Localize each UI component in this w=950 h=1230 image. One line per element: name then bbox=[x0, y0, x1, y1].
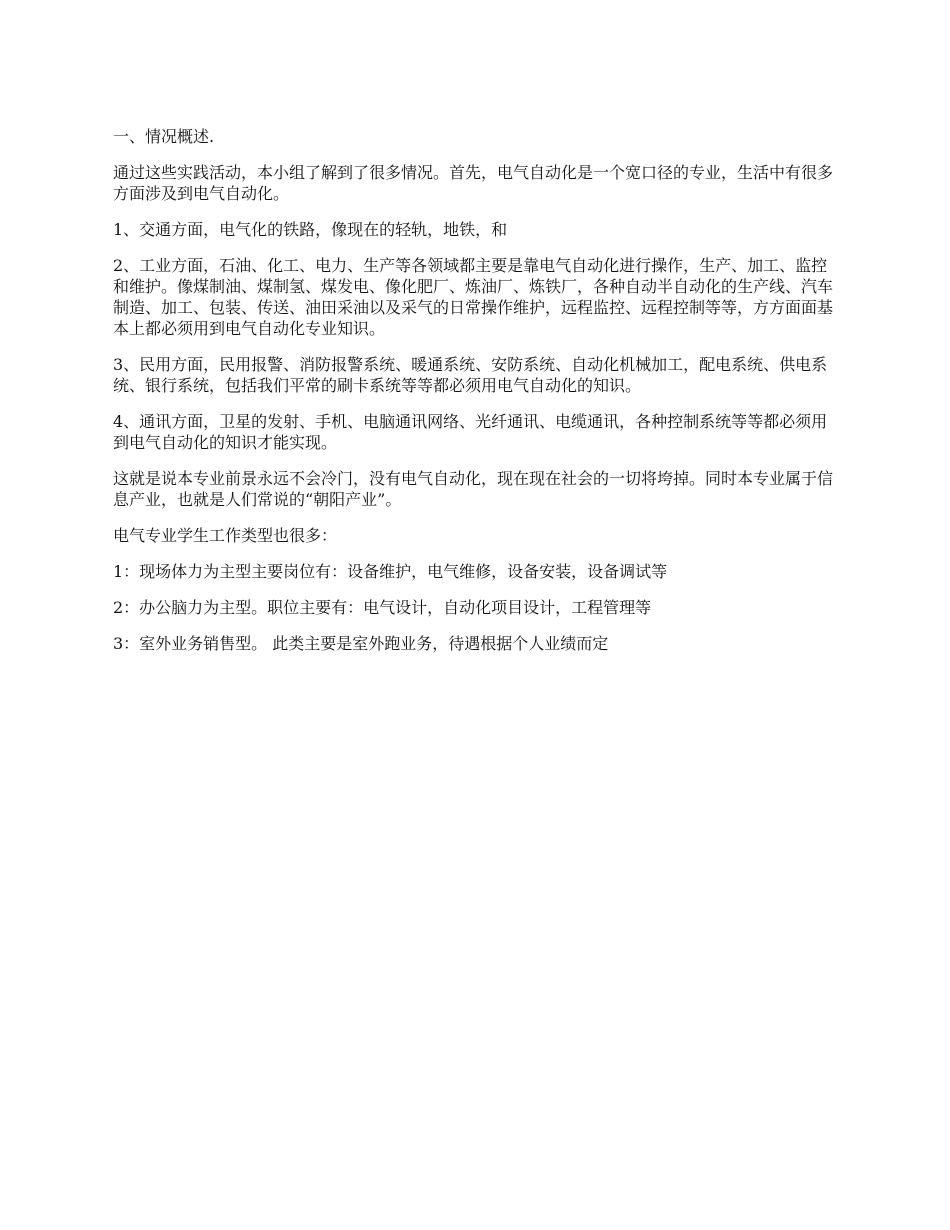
paragraph-job-types-intro: 电气专业学生工作类型也很多： bbox=[113, 526, 338, 545]
paragraph-job-type-1: 1：现场体力为主型主要岗位有：设备维护，电气维修，设备安装，设备调试等 bbox=[113, 562, 668, 581]
section-heading: 一、情况概述. bbox=[113, 127, 215, 146]
paragraph-job-type-3: 3：室外业务销售型。 此类主要是室外跑业务，待遇根据个人业绩而定 bbox=[113, 634, 609, 653]
paragraph-overview: 通过这些实践活动，本小组了解到了很多情况。首先，电气自动化是一个宽口径的专业，生活中有很多方面涉及到电气自动化。 bbox=[113, 163, 834, 203]
paragraph-job-type-2: 2：办公脑力为主型。职位主要有：电气设计，自动化项目设计，工程管理等 bbox=[113, 598, 652, 617]
paragraph-prospects: 这就是说本专业前景永远不会冷门，没有电气自动化，现在现在社会的一切将垮掉。同时本专业属于信息产业，也就是人们常说的“朝阳产业”。 bbox=[113, 469, 834, 509]
paragraph-civil: 3、民用方面，民用报警、消防报警系统、暖通系统、安防系统、自动化机械加工，配电系统、供电系统、银行系统，包括我们平常的刷卡系统等等都必须用电气自动化的知识。 bbox=[113, 355, 828, 395]
paragraph-communication: 4、通讯方面，卫星的发射、手机、电脑通讯网络、光纤通讯、电缆通讯，各种控制系统等等都必须用到电气自动化的知识才能实现。 bbox=[113, 412, 828, 452]
paragraph-industry: 2、工业方面，石油、化工、电力、生产等各领域都主要是靠电气自动化进行操作，生产、加工、监控和维护。像煤制油、煤制氢、煤发电、像化肥厂、炼油厂、炼铁厂，各种自动半自动化的生产线、汽车制造、加工、包装、传送、油田采油以及采气的日常操作维护，远程监控、远程控制等等，方方面面基本上都必须用到电气自动化专业知识。 bbox=[113, 256, 834, 338]
document-body bbox=[113, 126, 843, 669]
paragraph-transport: 1、交通方面，电气化的铁路，像现在的轻轨，地铁，和 bbox=[113, 220, 508, 239]
